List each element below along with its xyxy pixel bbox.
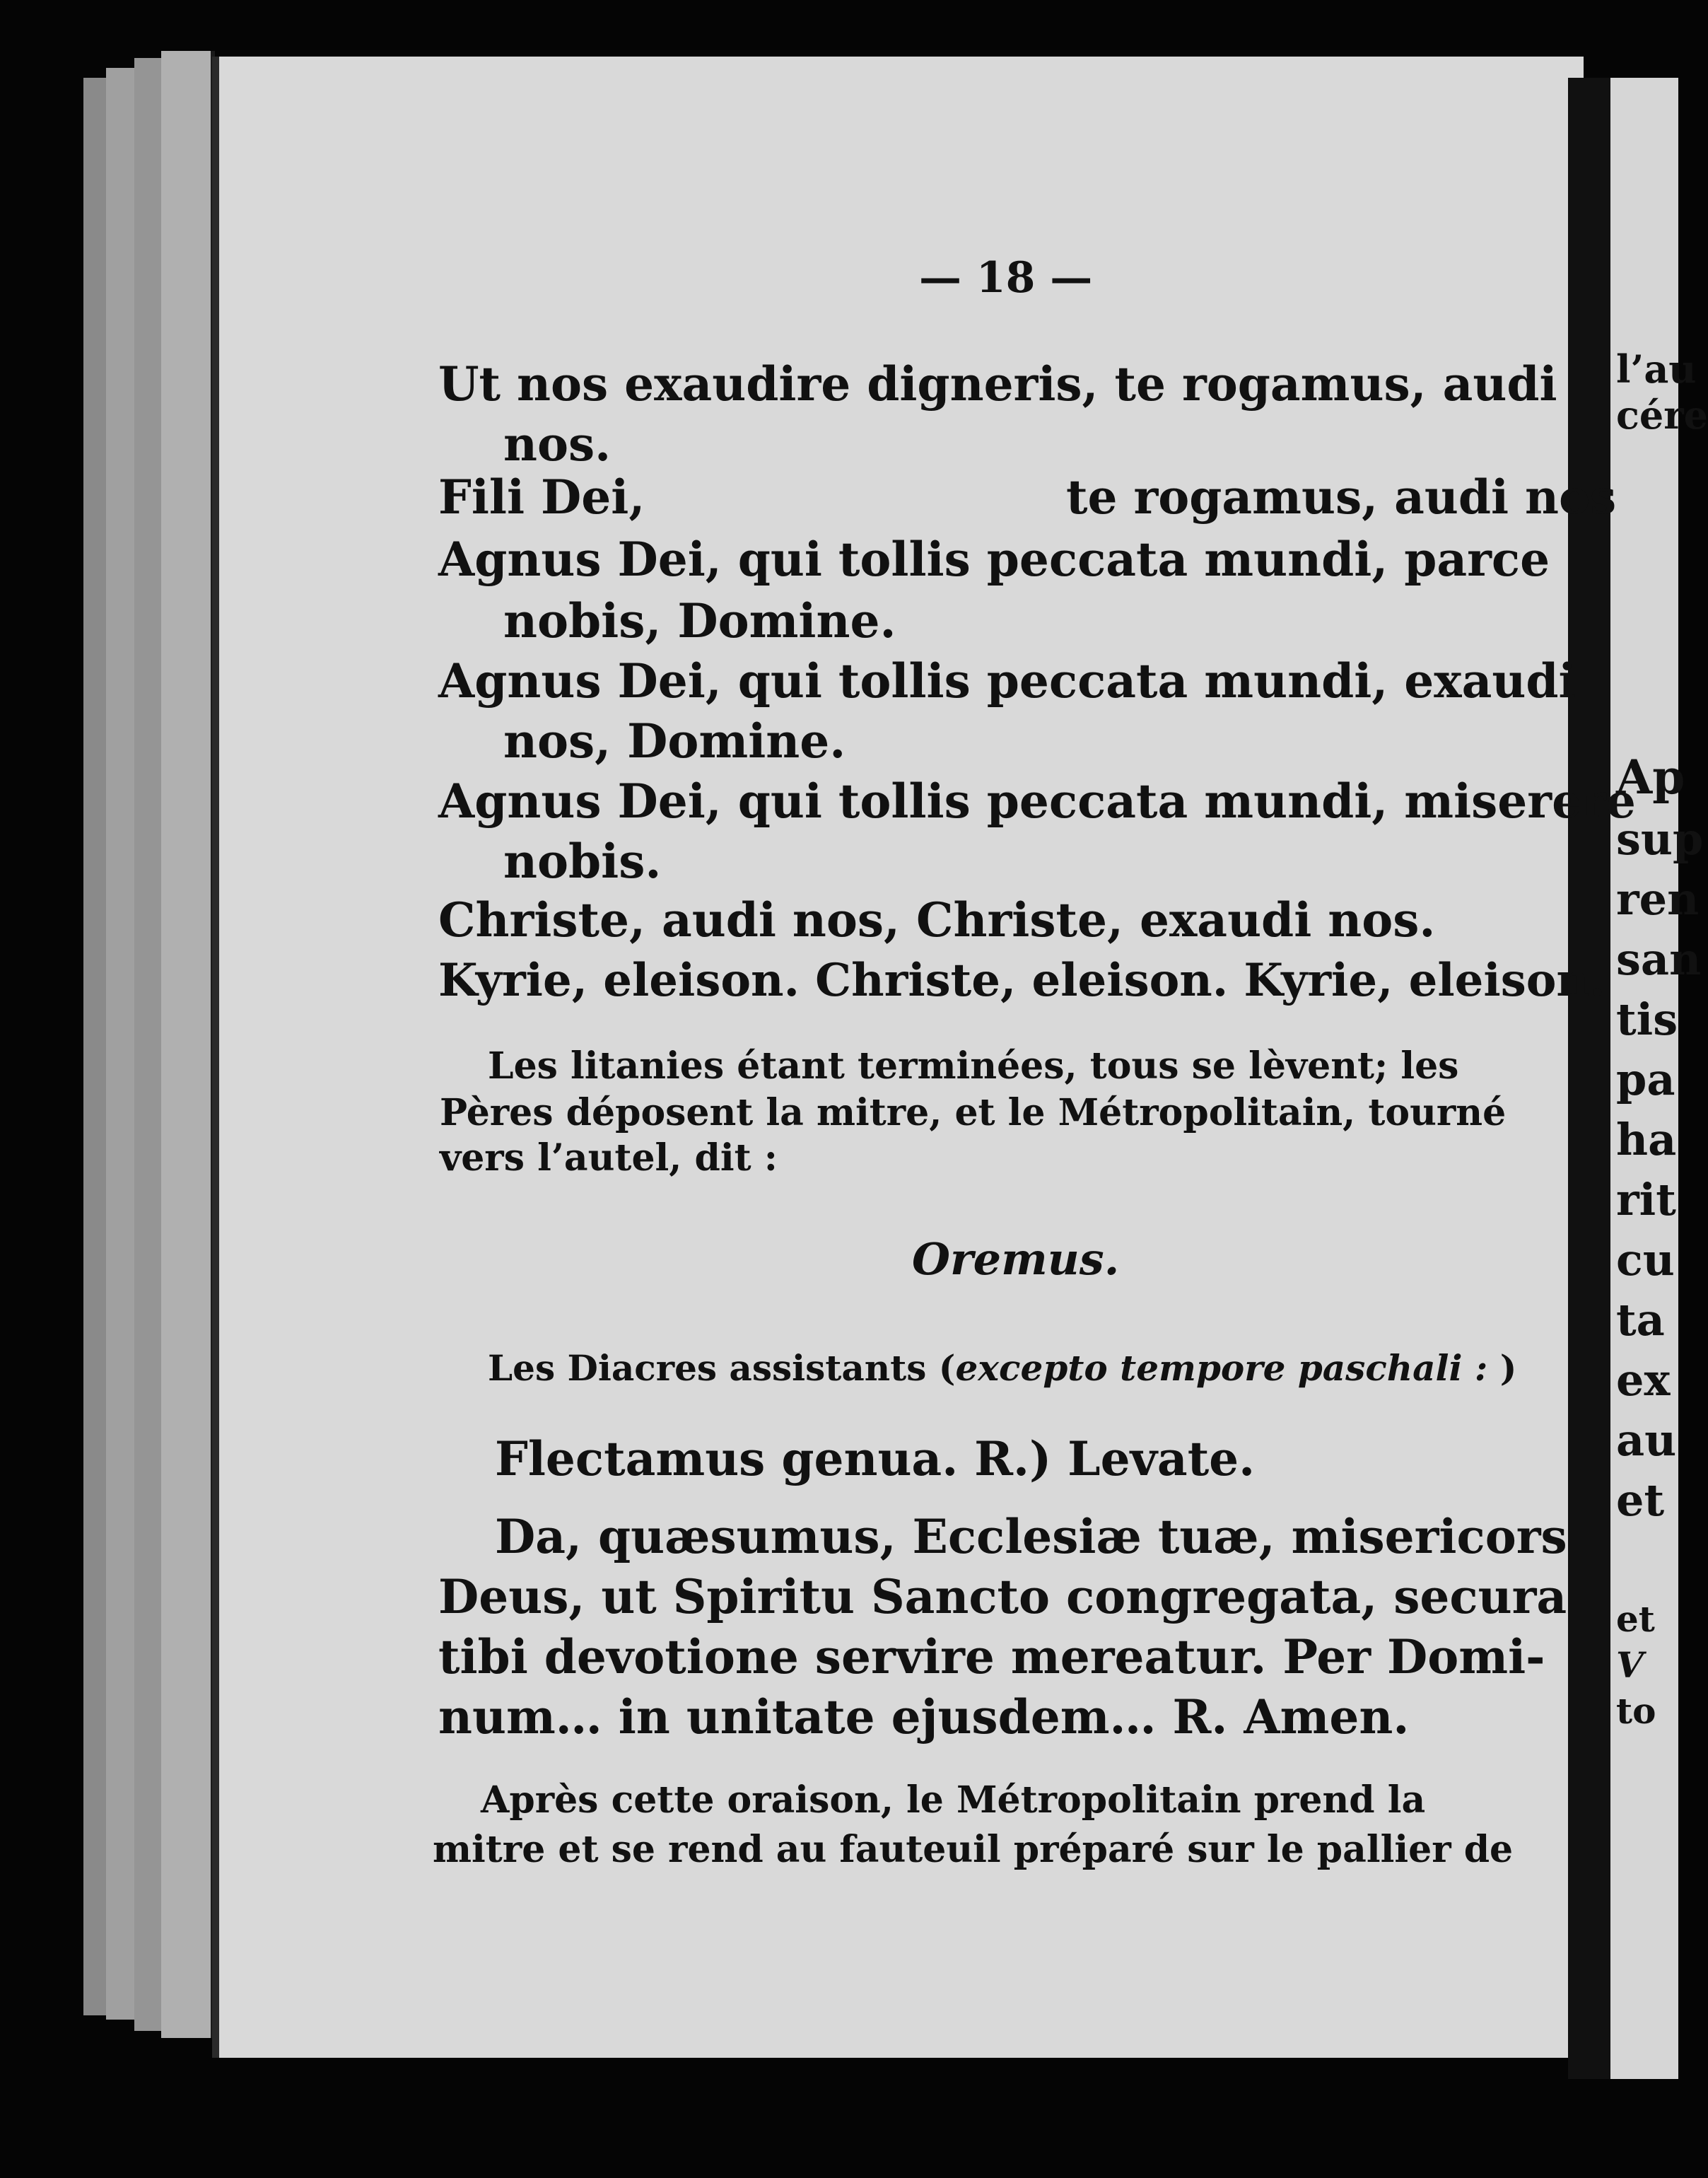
facing-text: V <box>1616 1644 1644 1686</box>
facing-text: cu <box>1616 1234 1675 1286</box>
rubric-text: Les Diacres assistants ( <box>488 1347 956 1389</box>
facing-text: ex <box>1616 1354 1671 1406</box>
rubric-line: Pères déposent la mitre, et le Métropolitain, tourné <box>440 1091 1507 1134</box>
page-number: — 18 — <box>919 253 1093 303</box>
litany-line: Agnus Dei, qui tollis peccata mundi, parce <box>438 532 1550 587</box>
litany-line: te rogamus, audi nos <box>1066 470 1617 525</box>
facing-text: san <box>1616 933 1702 985</box>
litany-line: nobis, Domine. <box>503 593 896 648</box>
prayer-line: Deus, ut Spiritu Sancto congregata, secura <box>438 1569 1567 1624</box>
litany-line: Fili Dei, <box>438 470 645 525</box>
rubric-line: vers l’autel, dit : <box>440 1136 778 1180</box>
facing-text: Ap <box>1616 750 1685 805</box>
litany-line: Kyrie, eleison. Christe, eleison. Kyrie, eleison. <box>438 954 1605 1007</box>
litany-line: nos. <box>503 417 612 472</box>
prayer-line: num… in unitate ejusdem… R. Amen. <box>438 1689 1410 1745</box>
litany-line: nobis. <box>503 834 662 889</box>
rubric-line: mitre et se rend au fauteuil préparé sur le pallier de <box>433 1828 1514 1871</box>
facing-text: l’au <box>1616 346 1697 392</box>
facing-page-fragment <box>1610 78 1708 2079</box>
litany-line: nos, Domine. <box>503 714 846 769</box>
facing-text: ren <box>1616 873 1700 925</box>
facing-text: et <box>1616 1474 1665 1526</box>
facing-text: rit <box>1616 1174 1676 1225</box>
facing-text: sup <box>1616 813 1704 865</box>
rubric-line: Après cette oraison, le Métropolitain prend la <box>481 1778 1426 1822</box>
facing-text: ha <box>1616 1114 1677 1165</box>
facing-text: cére <box>1616 392 1708 438</box>
facing-text: au <box>1616 1414 1677 1466</box>
facing-text: et <box>1616 1598 1655 1640</box>
facing-text: pa <box>1616 1054 1675 1105</box>
oremus-heading: Oremus. <box>912 1233 1120 1285</box>
page-stack-edge <box>161 51 215 2038</box>
facing-text: ta <box>1616 1294 1665 1346</box>
facing-text: to <box>1616 1690 1656 1732</box>
litany-line: Ut nos exaudire digneris, te rogamus, audi <box>438 356 1557 412</box>
litany-line: Christe, audi nos, Christe, exaudi nos. <box>438 892 1436 948</box>
litany-line: Agnus Dei, qui tollis peccata mundi, miserere <box>438 774 1636 829</box>
prayer-line: Da, quæsumus, Ecclesiæ tuæ, misericors <box>495 1509 1567 1564</box>
rubric-italic-text: excepto tempore paschali : <box>955 1347 1488 1389</box>
book-gutter <box>1568 78 1610 2079</box>
rubric-line <box>488 1347 1517 1389</box>
versicle-line: Flectamus genua. R.) Levate. <box>495 1431 1256 1486</box>
rubric-line: Les litanies étant terminées, tous se lèvent; les <box>488 1044 1459 1088</box>
rubric-text: ) <box>1487 1347 1517 1389</box>
facing-text: tis <box>1616 994 1678 1045</box>
prayer-line: tibi devotione servire mereatur. Per Domi- <box>438 1629 1545 1684</box>
litany-line: Agnus Dei, qui tollis peccata mundi, exaudi <box>438 653 1577 709</box>
